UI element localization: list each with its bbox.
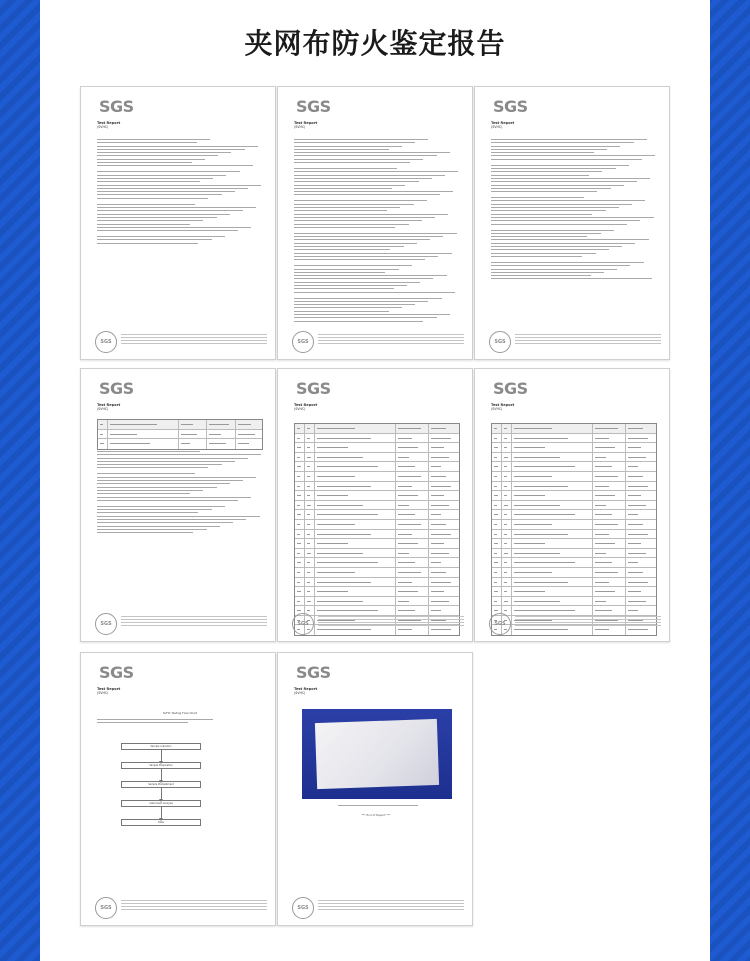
end-of-report: *** End of Report *** bbox=[361, 813, 391, 817]
report-sub: (SVHC) bbox=[97, 407, 109, 412]
report-page-1[interactable] bbox=[80, 86, 276, 360]
report-sub: (SVHC) bbox=[491, 407, 503, 412]
photo-note bbox=[338, 805, 418, 808]
arrow-down-icon bbox=[161, 769, 162, 781]
sgs-seal-icon: SGS bbox=[95, 331, 117, 353]
report-page-7[interactable] bbox=[80, 652, 276, 926]
content-panel bbox=[40, 0, 710, 961]
page-footer bbox=[483, 331, 663, 353]
text-block bbox=[97, 451, 263, 538]
report-label: Test Report bbox=[294, 403, 318, 407]
sgs-logo: SGS bbox=[296, 379, 331, 398]
page-footer bbox=[286, 331, 466, 353]
footer-text bbox=[515, 334, 661, 346]
report-sub: (SVHC) bbox=[97, 125, 109, 130]
sgs-seal-icon: SGS bbox=[292, 897, 314, 919]
report-page-4[interactable] bbox=[80, 368, 276, 642]
report-label: Test Report bbox=[491, 121, 515, 125]
page-footer bbox=[89, 897, 269, 919]
report-page-2[interactable] bbox=[277, 86, 473, 360]
arrow-down-icon bbox=[161, 750, 162, 762]
substance-table bbox=[294, 423, 460, 636]
sgs-seal-icon: SGS bbox=[292, 613, 314, 635]
flow-step: Sample collection bbox=[121, 743, 201, 750]
text-block bbox=[97, 139, 263, 246]
report-sub: (SVHC) bbox=[294, 407, 306, 412]
flow-step: Sample Pretreatment bbox=[121, 781, 201, 788]
sgs-seal-icon: SGS bbox=[292, 331, 314, 353]
page-footer bbox=[286, 613, 466, 635]
text-block bbox=[491, 139, 657, 282]
report-sub: (SVHC) bbox=[97, 691, 109, 696]
text-block bbox=[294, 139, 460, 324]
page-title: 夹网布防火鉴定报告 bbox=[244, 27, 506, 60]
report-label: Test Report bbox=[294, 121, 318, 125]
page-footer bbox=[89, 613, 269, 635]
substance-table bbox=[97, 419, 263, 450]
sgs-logo: SGS bbox=[296, 663, 331, 682]
footer-text bbox=[121, 900, 267, 912]
page-footer bbox=[483, 613, 663, 635]
substance-table bbox=[491, 423, 657, 636]
flow-step: Data bbox=[121, 819, 201, 826]
sgs-logo: SGS bbox=[493, 97, 528, 116]
text-block bbox=[97, 719, 263, 726]
sgs-logo: SGS bbox=[99, 663, 134, 682]
report-page-6[interactable] bbox=[474, 368, 670, 642]
flow-chart-title: SVHC Testing Flow Chart bbox=[162, 711, 198, 715]
flow-step: Instrument Analysis bbox=[121, 800, 201, 807]
report-page-5[interactable] bbox=[277, 368, 473, 642]
report-label: Test Report bbox=[97, 403, 121, 407]
sample-photo bbox=[302, 709, 452, 799]
arrow-down-icon bbox=[161, 788, 162, 800]
sgs-seal-icon: SGS bbox=[95, 897, 117, 919]
report-label: Test Report bbox=[294, 687, 318, 691]
flow-chart bbox=[111, 743, 211, 826]
report-sub: (SVHC) bbox=[491, 125, 503, 130]
sgs-logo: SGS bbox=[99, 97, 134, 116]
sgs-logo: SGS bbox=[296, 97, 331, 116]
report-page-8[interactable] bbox=[277, 652, 473, 926]
footer-text bbox=[121, 616, 267, 628]
report-sub: (SVHC) bbox=[294, 125, 306, 130]
fabric-sample-image bbox=[315, 719, 439, 789]
sgs-logo: SGS bbox=[493, 379, 528, 398]
footer-text bbox=[318, 334, 464, 346]
flow-step: Sample Preparation bbox=[121, 762, 201, 769]
report-label: Test Report bbox=[97, 121, 121, 125]
footer-text bbox=[318, 900, 464, 912]
page-footer bbox=[286, 897, 466, 919]
report-label: Test Report bbox=[97, 687, 121, 691]
report-page-3[interactable] bbox=[474, 86, 670, 360]
report-sub: (SVHC) bbox=[294, 691, 306, 696]
sgs-seal-icon: SGS bbox=[489, 331, 511, 353]
footer-text bbox=[318, 616, 464, 628]
footer-text bbox=[515, 616, 661, 628]
sgs-logo: SGS bbox=[99, 379, 134, 398]
page-footer bbox=[89, 331, 269, 353]
arrow-down-icon bbox=[161, 807, 162, 819]
sgs-seal-icon: SGS bbox=[489, 613, 511, 635]
sgs-seal-icon: SGS bbox=[95, 613, 117, 635]
report-label: Test Report bbox=[491, 403, 515, 407]
footer-text bbox=[121, 334, 267, 346]
